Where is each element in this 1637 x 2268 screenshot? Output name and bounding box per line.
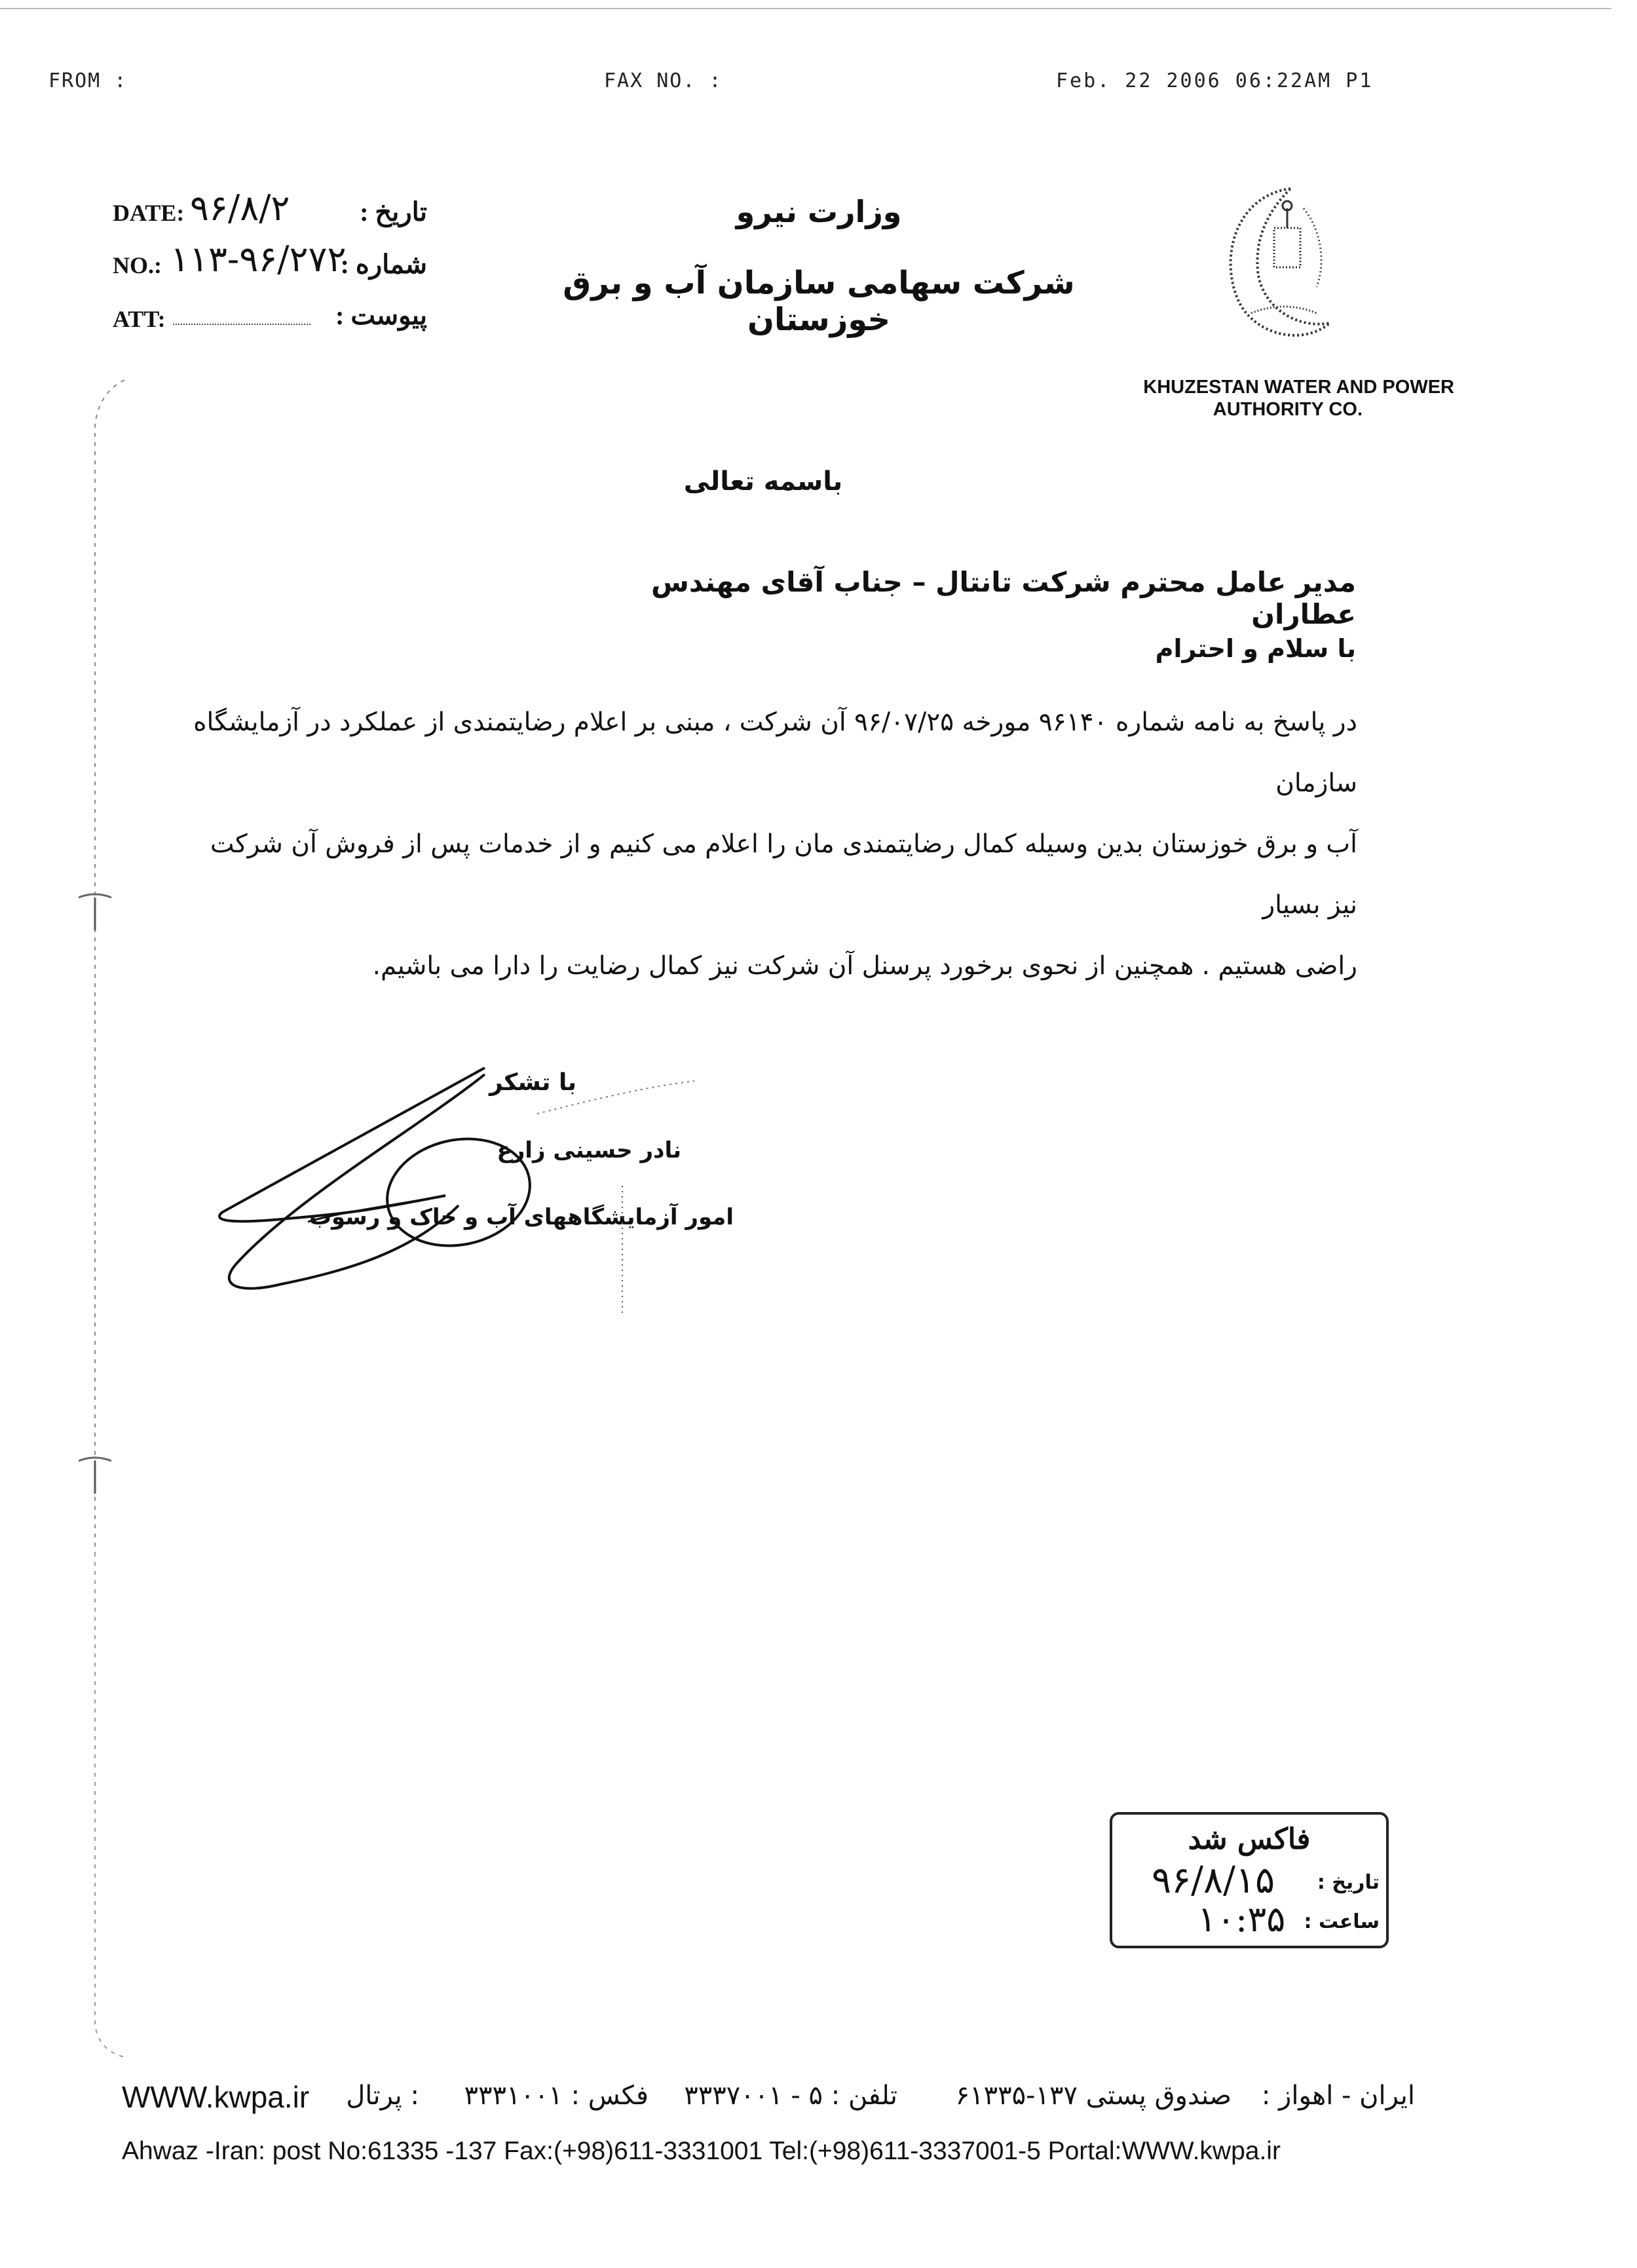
scan-top-edge: [0, 8, 1611, 9]
attachment-blank-line: [173, 324, 310, 325]
ministry-title: وزارت نیرو: [736, 194, 902, 229]
body-line-1: در پاسخ به نامه شماره ۹۶۱۴۰ مورخه ۹۶/۰۷/۲۵ آن شرکت ، مبنی بر اعلام رضایتمندی از عملکرد در آزمایشگاه سازمان: [193, 708, 1357, 798]
date-value: ۹۶/۸/۲: [190, 187, 290, 229]
footer-fax-fa: فکس : ۳۳۳۱۰۰۱: [464, 2081, 649, 2111]
date-label: DATE:: [113, 200, 185, 226]
company-name-en-line2: AUTHORITY CO.: [1213, 399, 1363, 420]
invocation: باسمه تعالی: [683, 466, 843, 497]
stamp-time-value: ۱۰:۳۵: [1197, 1899, 1286, 1940]
footer-portal-label: : پرتال: [346, 2081, 419, 2111]
stamp-title: فاکس شد: [1188, 1823, 1311, 1856]
company-logo-icon: [1212, 182, 1343, 346]
fax-number-label: FAX NO. :: [604, 69, 723, 92]
attachment-label-fa: پیوست :: [335, 301, 427, 330]
handwritten-signature: [197, 1055, 707, 1330]
addressee: مدیر عامل محترم شرکت تانتال – جناب آقای مهندس عطاران: [650, 566, 1356, 630]
fax-from-label: FROM :: [48, 69, 128, 92]
stamp-date-value: ۹۶/۸/۱۵: [1152, 1859, 1275, 1902]
signer-name: نادر حسینی زارع: [497, 1137, 681, 1163]
date-label-fa: تاریخ :: [360, 197, 427, 227]
greeting: با سلام و احترام: [1155, 634, 1356, 663]
closing: با تشکر: [489, 1069, 576, 1096]
company-name-en-line1: KHUZESTAN WATER AND POWER: [1143, 377, 1454, 398]
attachment-label: ATT:: [113, 306, 166, 332]
stamp-time-label: ساعت :: [1304, 1910, 1380, 1933]
number-label-fa: شماره :: [340, 250, 427, 279]
footer-address-en: Ahwaz -Iran: post No:61335 -137 Fax:(+98)611-3331001 Tel:(+98)611-3337001-5 Portal:WWW.kwpa.ir: [122, 2137, 1281, 2165]
company-title-fa: شرکت سهامی سازمان آب و برق خوزستان: [563, 265, 1075, 338]
company-name-en: [1087, 376, 1454, 421]
letter-meta-block: [113, 187, 427, 341]
footer-phone-fa: تلفن : ۵ - ۳۳۳۷۰۰۱: [684, 2081, 897, 2111]
number-label: NO.:: [113, 252, 162, 278]
body-line-2: آب و برق خوزستان بدین وسیله کمال رضایتمندی مان را اعلام می کنیم و از خدمات پس از فروش آن شرکت نیز بسیار: [210, 829, 1357, 920]
fax-sent-stamp: [1110, 1812, 1389, 1948]
signer-department: امور آزمایشگاههای آب و خاک و رسوب: [309, 1204, 734, 1230]
footer-po-box-fa: صندوق پستی ۱۳۷-۶۱۳۳۵: [955, 2081, 1232, 2111]
letter-body: [177, 692, 1357, 996]
number-value: ۱۱۳-۹۶/۲۷۲: [170, 238, 347, 280]
fax-timestamp: Feb. 22 2006 06:22AM P1: [1056, 69, 1374, 92]
left-margin-fold-marks: [66, 373, 144, 2077]
footer-city-fa: ایران - اهواز :: [1261, 2081, 1415, 2111]
footer-website: WWW.kwpa.ir: [122, 2080, 310, 2114]
stamp-date-label: تاریخ :: [1317, 1871, 1380, 1894]
body-line-3: راضی هستیم . همچنین از نحوی برخورد پرسنل آن شرکت نیز کمال رضایت را دارا می باشیم.: [372, 951, 1357, 981]
